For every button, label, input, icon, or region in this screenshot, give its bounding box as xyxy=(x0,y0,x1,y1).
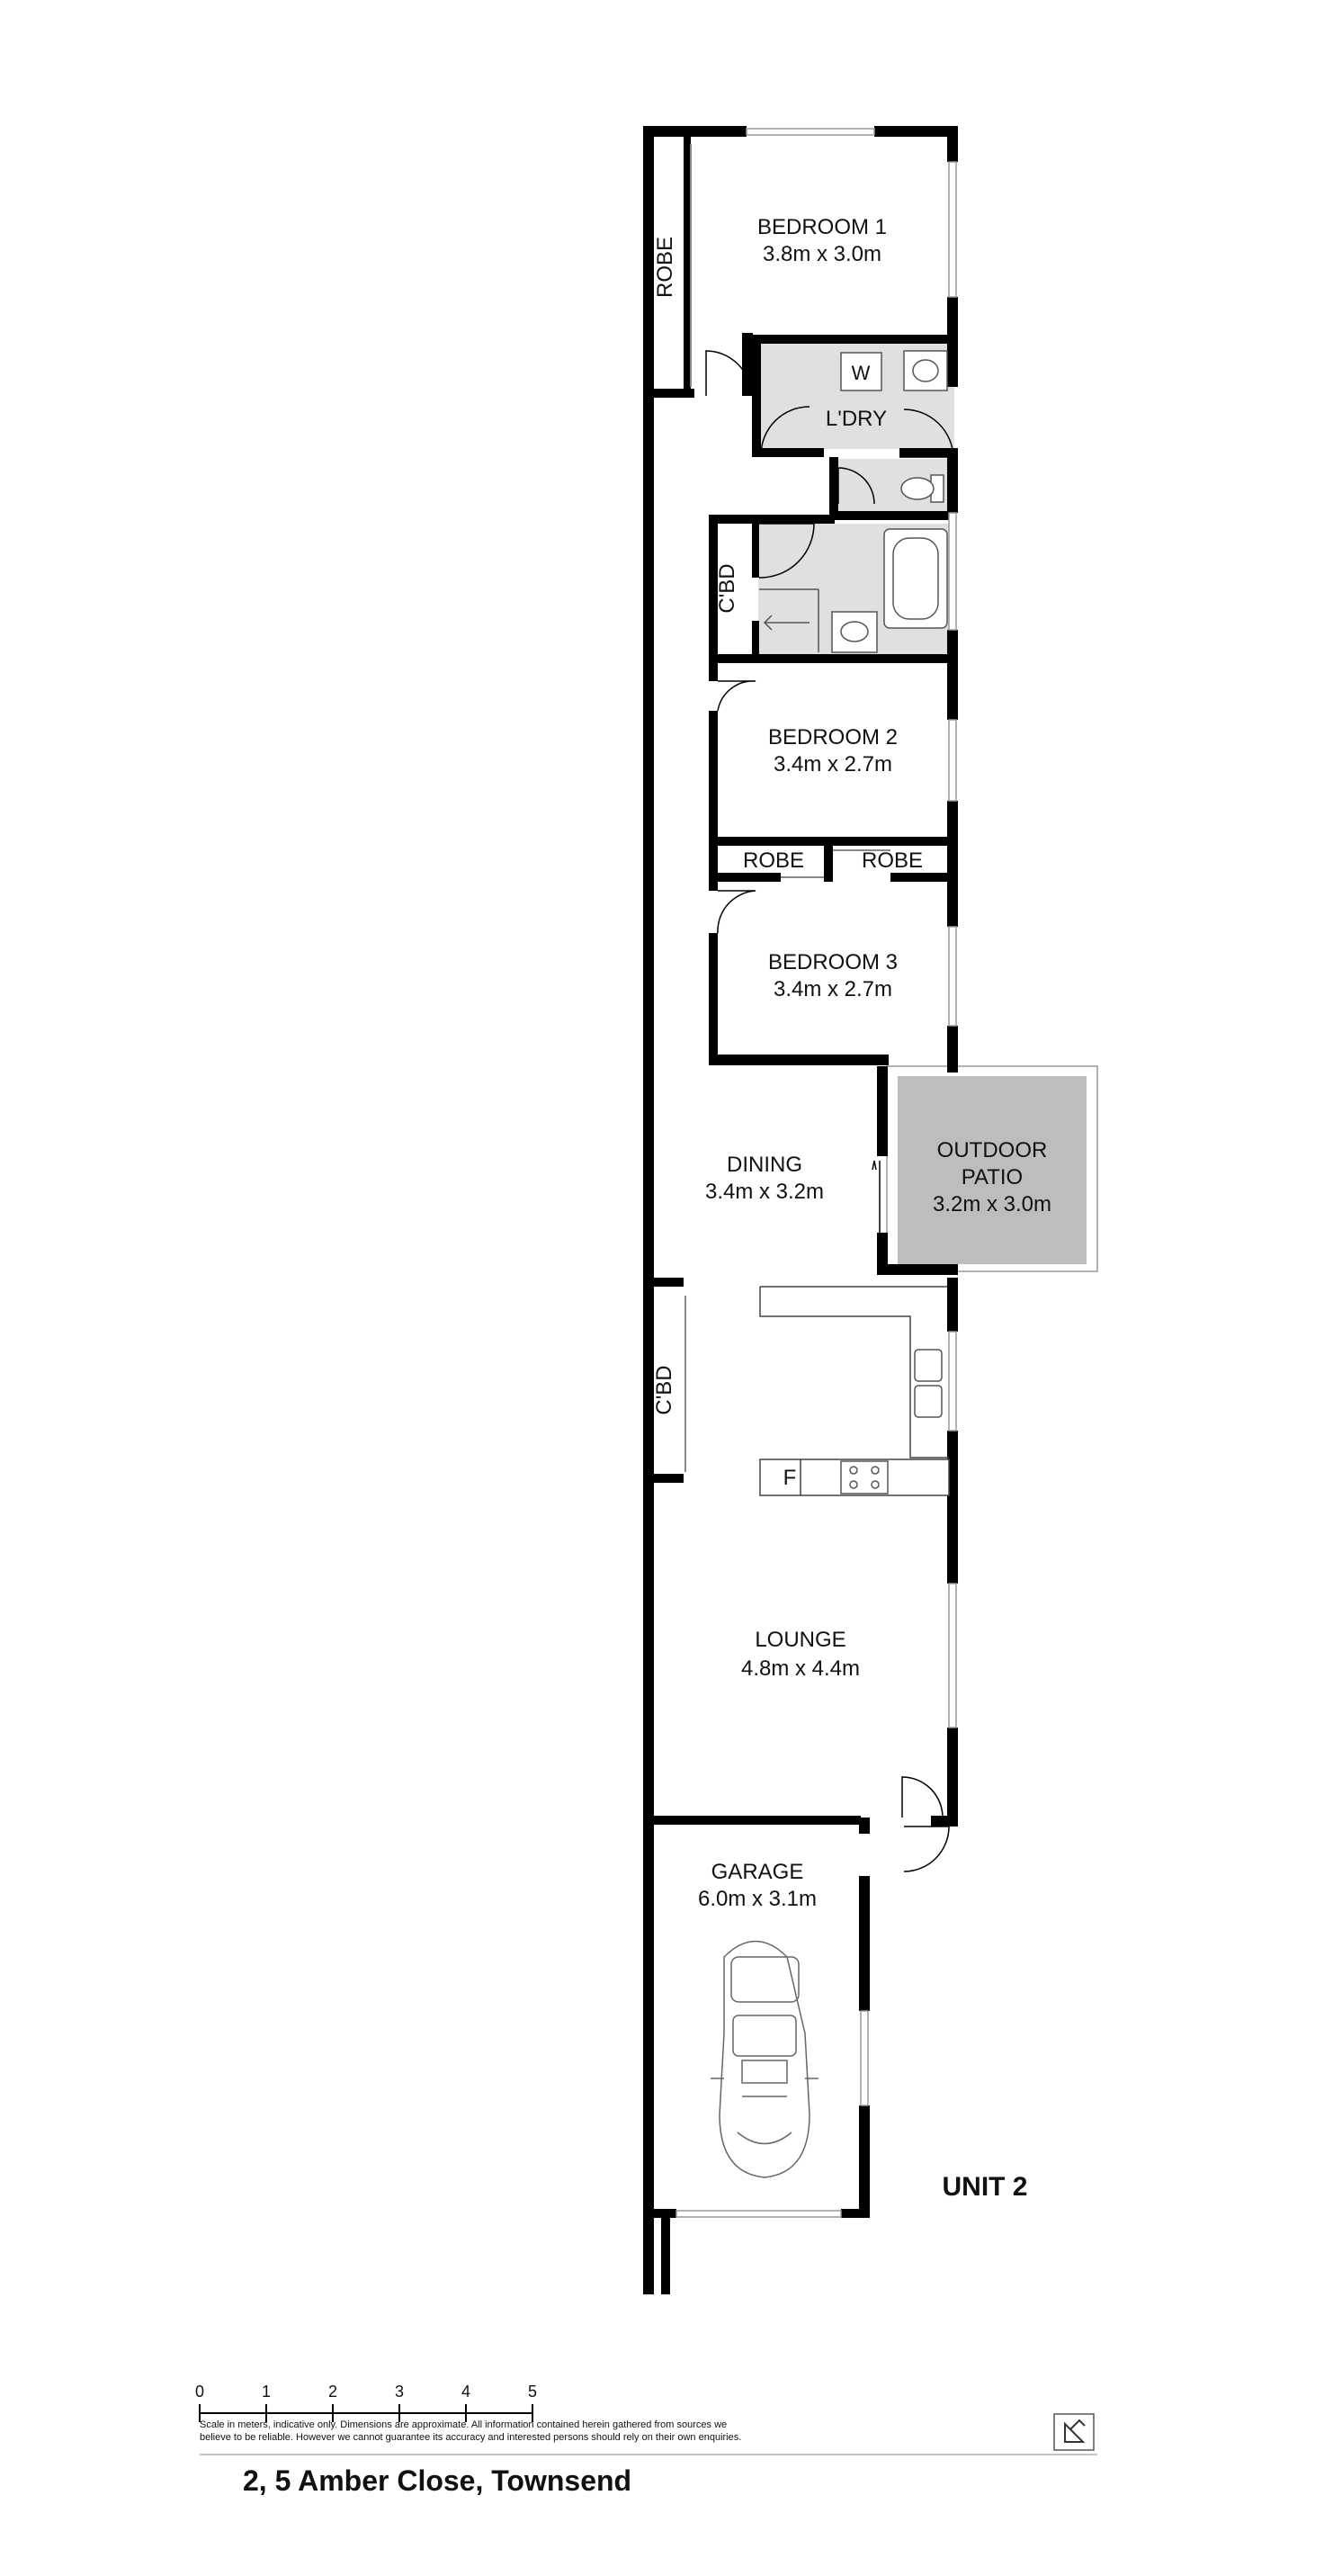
robe-b-label: ROBE xyxy=(861,848,924,873)
scale-tick-5: 5 xyxy=(527,2383,538,2401)
patio-dims: 3.2m x 3.0m xyxy=(932,1192,1052,1216)
bedroom1-name: BEDROOM 1 xyxy=(756,215,888,239)
scale-tick-1: 1 xyxy=(261,2383,272,2401)
washer-label: W xyxy=(851,362,871,384)
unit-label: UNIT 2 xyxy=(942,2172,1028,2202)
address-title: 2, 5 Amber Close, Townsend xyxy=(243,2464,632,2497)
bedroom1-dims: 3.8m x 3.0m xyxy=(762,242,882,266)
scale-tick-3: 3 xyxy=(394,2383,405,2401)
garage-name: GARAGE xyxy=(711,1860,804,1884)
basin-icon xyxy=(904,351,947,390)
bedroom3-name: BEDROOM 3 xyxy=(767,950,899,974)
scale-tick-0: 0 xyxy=(194,2383,205,2401)
patio-line2: PATIO xyxy=(961,1165,1024,1189)
sink-icon xyxy=(915,1350,942,1417)
garage-dims: 6.0m x 3.1m xyxy=(697,1887,818,1911)
kitchen-cbd-label: C'BD xyxy=(652,1365,676,1415)
bedroom2-dims: 3.4m x 2.7m xyxy=(773,752,893,776)
compass-icon xyxy=(1054,2414,1094,2450)
bath-icon xyxy=(884,529,947,628)
scale-bar xyxy=(195,2383,537,2422)
bedroom3-dims: 3.4m x 2.7m xyxy=(773,977,893,1001)
patio-line1: OUTDOOR xyxy=(936,1138,1048,1162)
dining-dims: 3.4m x 3.2m xyxy=(704,1180,825,1204)
bath-basin-icon xyxy=(832,612,877,652)
lounge-dims: 4.8m x 4.4m xyxy=(740,1656,861,1681)
bedroom2-name: BEDROOM 2 xyxy=(767,725,899,749)
scale-tick-2: 2 xyxy=(327,2383,338,2401)
car-icon xyxy=(711,1942,819,2178)
bath-cbd-label: C'BD xyxy=(715,563,739,614)
laundry-label: L'DRY xyxy=(825,407,888,431)
dining-name: DINING xyxy=(727,1153,802,1177)
robe-a-label: ROBE xyxy=(742,848,805,873)
disclaimer-line2: believe to be reliable. However we cannot guarantee its accuracy and interested persons should rely on their own enquiries. xyxy=(200,2432,742,2443)
robe-top-label: ROBE xyxy=(653,236,677,299)
cooktop-icon xyxy=(841,1461,888,1494)
disclaimer-line1: Scale in meters, indicative only. Dimensions are approximate. All information contained herein gathered from sources we xyxy=(200,2419,728,2430)
fridge-label: F xyxy=(783,1466,797,1490)
lounge-name: LOUNGE xyxy=(755,1628,846,1652)
scale-tick-4: 4 xyxy=(461,2383,471,2401)
